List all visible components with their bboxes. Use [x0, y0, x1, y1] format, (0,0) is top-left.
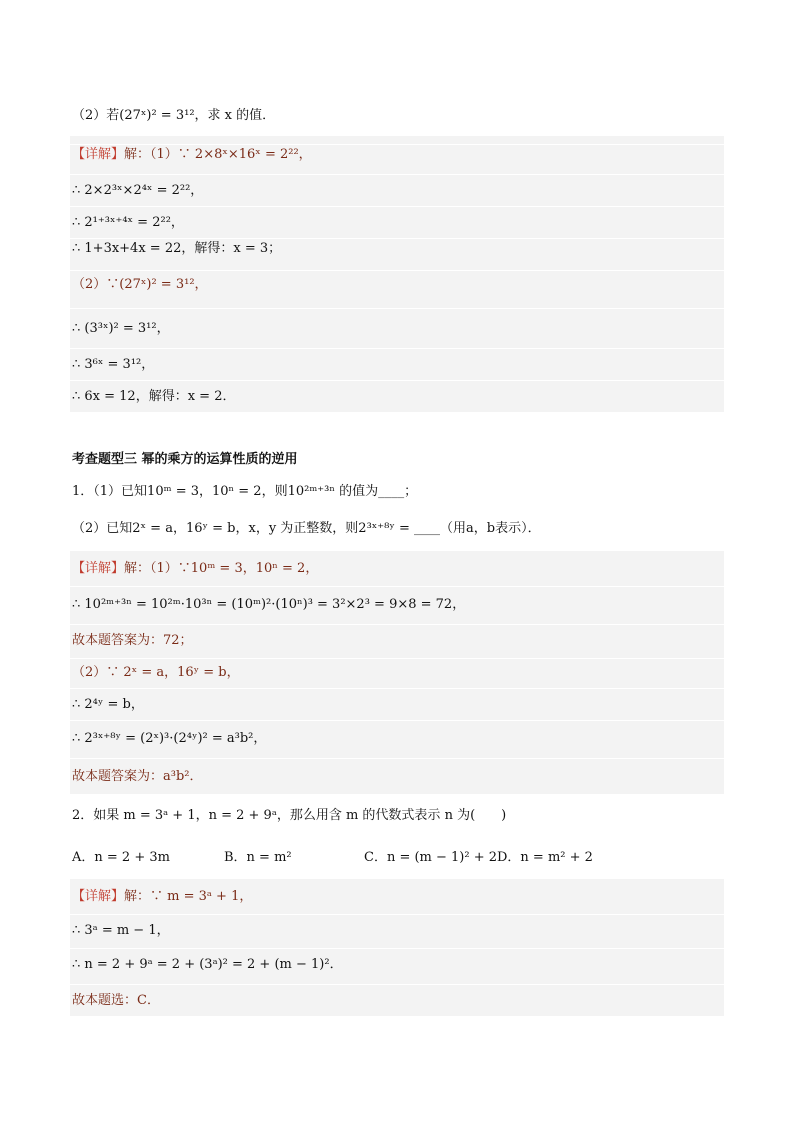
- solution-line: ∴ 2¹⁺³ˣ⁺⁴ˣ = 2²²，: [72, 215, 184, 230]
- solution-line: 故本题答案为：72；: [72, 633, 193, 648]
- solution-line: （2）∵ 2ˣ = a，16ʸ = b，: [72, 665, 240, 680]
- section-title: 考查题型三 幂的乘方的运算性质的逆用: [72, 452, 298, 467]
- solution-line: 解：∵ m = 3ᵃ + 1，: [124, 889, 253, 904]
- solution-line: ∴ 1+3x+4x = 22，解得：x = 3；: [72, 241, 282, 256]
- solution-line: 故本题选：C．: [72, 993, 160, 1008]
- question-part-2: （2）若(27ˣ)² = 3¹²，求 x 的值．: [72, 108, 276, 123]
- solution-line: ∴ 2⁴ʸ = b，: [72, 697, 144, 712]
- problem-1-part-2: （2）已知2ˣ = a，16ʸ = b，x，y 为正整数，则2³ˣ⁺⁸ʸ = ____（用a，b表示）．: [72, 521, 541, 536]
- solution-row: [70, 688, 724, 721]
- detail-label: 【详解】: [72, 889, 125, 904]
- solution-line: 故本题答案为：a³b²．: [72, 769, 203, 784]
- solution-line: ∴ 2³ˣ⁺⁸ʸ = (2ˣ)³·(2⁴ʸ)² = a³b²，: [72, 731, 267, 746]
- solution-row: [70, 348, 724, 381]
- option-c[interactable]: C．n = (m − 1)² + 2: [364, 850, 498, 865]
- solution-line: ∴ 3ᵃ = m − 1，: [72, 923, 170, 938]
- problem-2: 2．如果 m = 3ᵃ + 1，n = 2 + 9ᵃ，那么用含 m 的代数式表示 n 为( ): [72, 808, 507, 823]
- solution-row: [70, 238, 724, 271]
- problem-1-part-1: 1．（1）已知10ᵐ = 3，10ⁿ = 2，则10²ᵐ⁺³ⁿ 的值为____；: [72, 484, 418, 499]
- solution-line: ∴ 2×2³ˣ×2⁴ˣ = 2²²，: [72, 183, 204, 198]
- detail-label: 【详解】: [72, 561, 125, 576]
- solution-row: [70, 624, 724, 659]
- option-d[interactable]: D．n = m² + 2: [497, 850, 593, 865]
- option-a[interactable]: A．n = 2 + 3m: [72, 850, 170, 865]
- solution-row: [70, 174, 724, 207]
- solution-row: [70, 948, 724, 985]
- solution-line: ∴ n = 2 + 9ᵃ = 2 + (3ᵃ)² = 2 + (m − 1)²．: [72, 957, 343, 972]
- solution-row: [70, 914, 724, 949]
- options-row: [72, 848, 632, 868]
- solution-row: [70, 308, 724, 349]
- solution-row: [70, 206, 724, 239]
- solution-line: ∴ 6x = 12，解得：x = 2．: [72, 389, 236, 404]
- solution-row: [70, 270, 724, 309]
- solution-line: （2）∵(27ˣ)² = 3¹²，: [72, 277, 208, 292]
- detail-label: 【详解】: [72, 147, 125, 162]
- solution-line: 解：（1）∵10ᵐ = 3，10ⁿ = 2，: [124, 561, 319, 576]
- solution-line: 解：（1）∵ 2×8ˣ×16ˣ = 2²²，: [124, 147, 312, 162]
- solution-row: [70, 586, 724, 625]
- solution-row: [70, 720, 724, 759]
- solution-row: [70, 984, 724, 1017]
- solution-line: ∴ 10²ᵐ⁺³ⁿ = 10²ᵐ·10³ⁿ = (10ᵐ)²·(10ⁿ)³ = 3²×2³ = 9×8 = 72，: [72, 597, 466, 612]
- solution-box-2: [70, 550, 724, 794]
- solution-row: [70, 758, 724, 795]
- solution-line: ∴ (3³ˣ)² = 3¹²，: [72, 321, 170, 336]
- solution-row: [70, 380, 724, 413]
- option-b[interactable]: B．n = m²: [224, 850, 292, 865]
- solution-box-1: [70, 136, 724, 412]
- solution-row: [70, 658, 724, 689]
- solution-line: ∴ 3⁶ˣ = 3¹²，: [72, 357, 155, 372]
- solution-row: [70, 550, 724, 587]
- solution-box-3: [70, 878, 724, 1016]
- solution-row: [70, 144, 724, 175]
- solution-row: [70, 878, 724, 915]
